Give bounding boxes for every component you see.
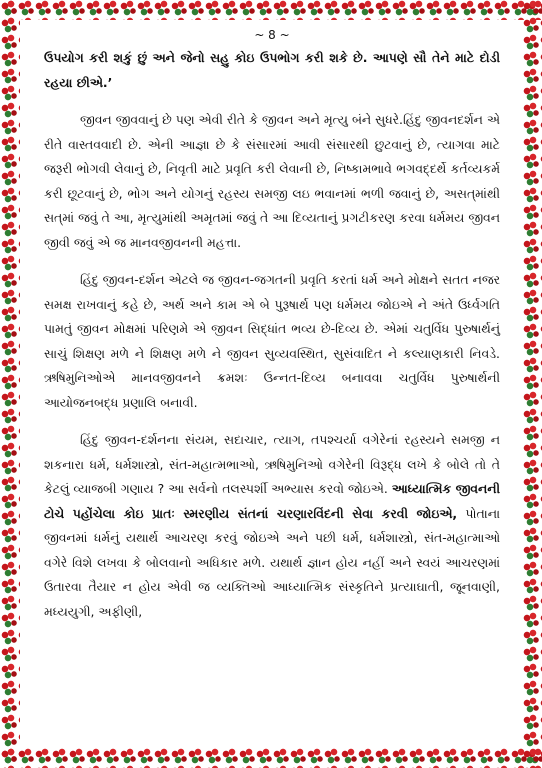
paragraph-4-end: પોતાના જીવનમાં ધર્મનું યથાર્થ આચરણ કરવું જોઇએ અને પછી ધર્મ, ધર્મશાસ્ત્રો, સંત-મહાત્માઓ વગેરે વિશે લખવા કે બોલવાનો અધિકાર મળે. યથાર્થ જ્ઞાન હોય નહીં અને સ્વયં આચરણમાં ઉતારવા તૈયાર ન હોય એવી જ વ્યક્તિઓ આધ્યાત્મિક સંસ્કૃતિને પ્રત્યાઘાતી, જૂનવાણી, મધ્યયુગી, અફીણી, xyxy=(44,505,500,619)
decorative-border-bottom xyxy=(0,748,542,768)
paragraph-4 xyxy=(44,428,500,624)
decorative-border-left xyxy=(0,0,20,768)
paragraph-2: જીવન જીવવાનું છે પણ એવી રીતે કે જીવન અને મૃત્યુ બંને સુધરે.હિંદુ જીવનદર્શન એ રીતે વાસ્તવવાદી છે. એની આજ્ઞા છે કે સંસારમાં આવી સંસારથી છુટવાનું છે, ત્યાગવા માટે જરૂરી ભોગવી લેવાનું છે, નિવૃતી માટે પ્રવૃતિ કરી લેવાની છે, નિષ્કામભાવે ભગવદ્દર્થે કર્તવ્યકર્મ કરી છૂટવાનું છે, ભોગ અને યોગનું રહસ્ય સમજી લઇ ભવાનમાં ભળી જવાનું છે, અસત્‌માંથી સત્‌માં જવું તે આ, મૃત્યુમાંથી અમૃતમાં જવું તે આ દિવ્યતાનું પ્રગટીકરણ કરવા ધર્મમય જીવન જીવી જવું એ જ માનવજીવનની મહત્તા. xyxy=(44,112,500,250)
page-number: ~ 8 ~ xyxy=(254,28,290,42)
paragraph-3: હિંદુ જીવન-દર્શન એટલે જ જીવન-જગતની પ્રવૃતિ કરતાં ધર્મ અને મોક્ષને સતત નજર સમક્ષ રાખવાનું કહે છે, અર્થ અને કામ એ બે પુરૂષાર્થ પણ ધર્મમય જોઇએ ને અંતે ઉર્ધ્વગતિ પામતું જીવન મોક્ષમાં પરિણમે એ જીવન સિદ્ધાંત ભવ્ય છે-દિવ્ય છે. એમાં ચતુર્વિધ પુરુષાર્થનું સાચું શિક્ષણ મળે ને શિક્ષણ મળે ને જીવન સુવ્યવસ્થિત, સુસંવાદિત ને કલ્યાણકારી નિવડે. ઋષિમુનિઓએ માનવજીવનને ક્રમશઃ ઉન્નત-દિવ્ય બનાવવા ચતુર્વિધ પુરુષાર્થની આયોજનબદ્ધ પ્રણાલિ બનાવી. xyxy=(44,272,500,410)
paragraph-4-start: હિંદુ જીવન-દર્શનના સંયમ, સદાચાર, ત્યાગ, તપશ્ચર્યા વગેરેનાં રહસ્યને સમજી ન શકનારા ધર્મ, ધર્મશાસ્ત્રો, સંત-મહાત્મભાઓ, ઋષિમુનિઓ વગેરેની વિરૂદ્ધ લખે કે બોલે તો તે કેટલું વ્યાજબી ગણાય ? આ સર્વનો તલસ્પર્શી અભ્યાસ કરવો જોઇએ. xyxy=(44,432,500,496)
paragraph-4-bold: આધ્યાત્મિક જીવનની ટોચે પહોંચેલા કોઇ પ્રાતઃ સ્મરણીય સંતનાં ચરણારવિંદની સેવા કરવી જોઇએ, xyxy=(44,481,501,521)
paragraph-1: ઉપયોગ કરી શકું છું અને જેનો સહુ કોઇ ઉપભોગ કરી શકે છે. આપણે સૌ તેને માટે દોડી રહયા છીએ.’ xyxy=(44,50,500,90)
page-content xyxy=(44,28,500,624)
decorative-border-right xyxy=(522,0,542,768)
decorative-border-top xyxy=(0,0,542,20)
